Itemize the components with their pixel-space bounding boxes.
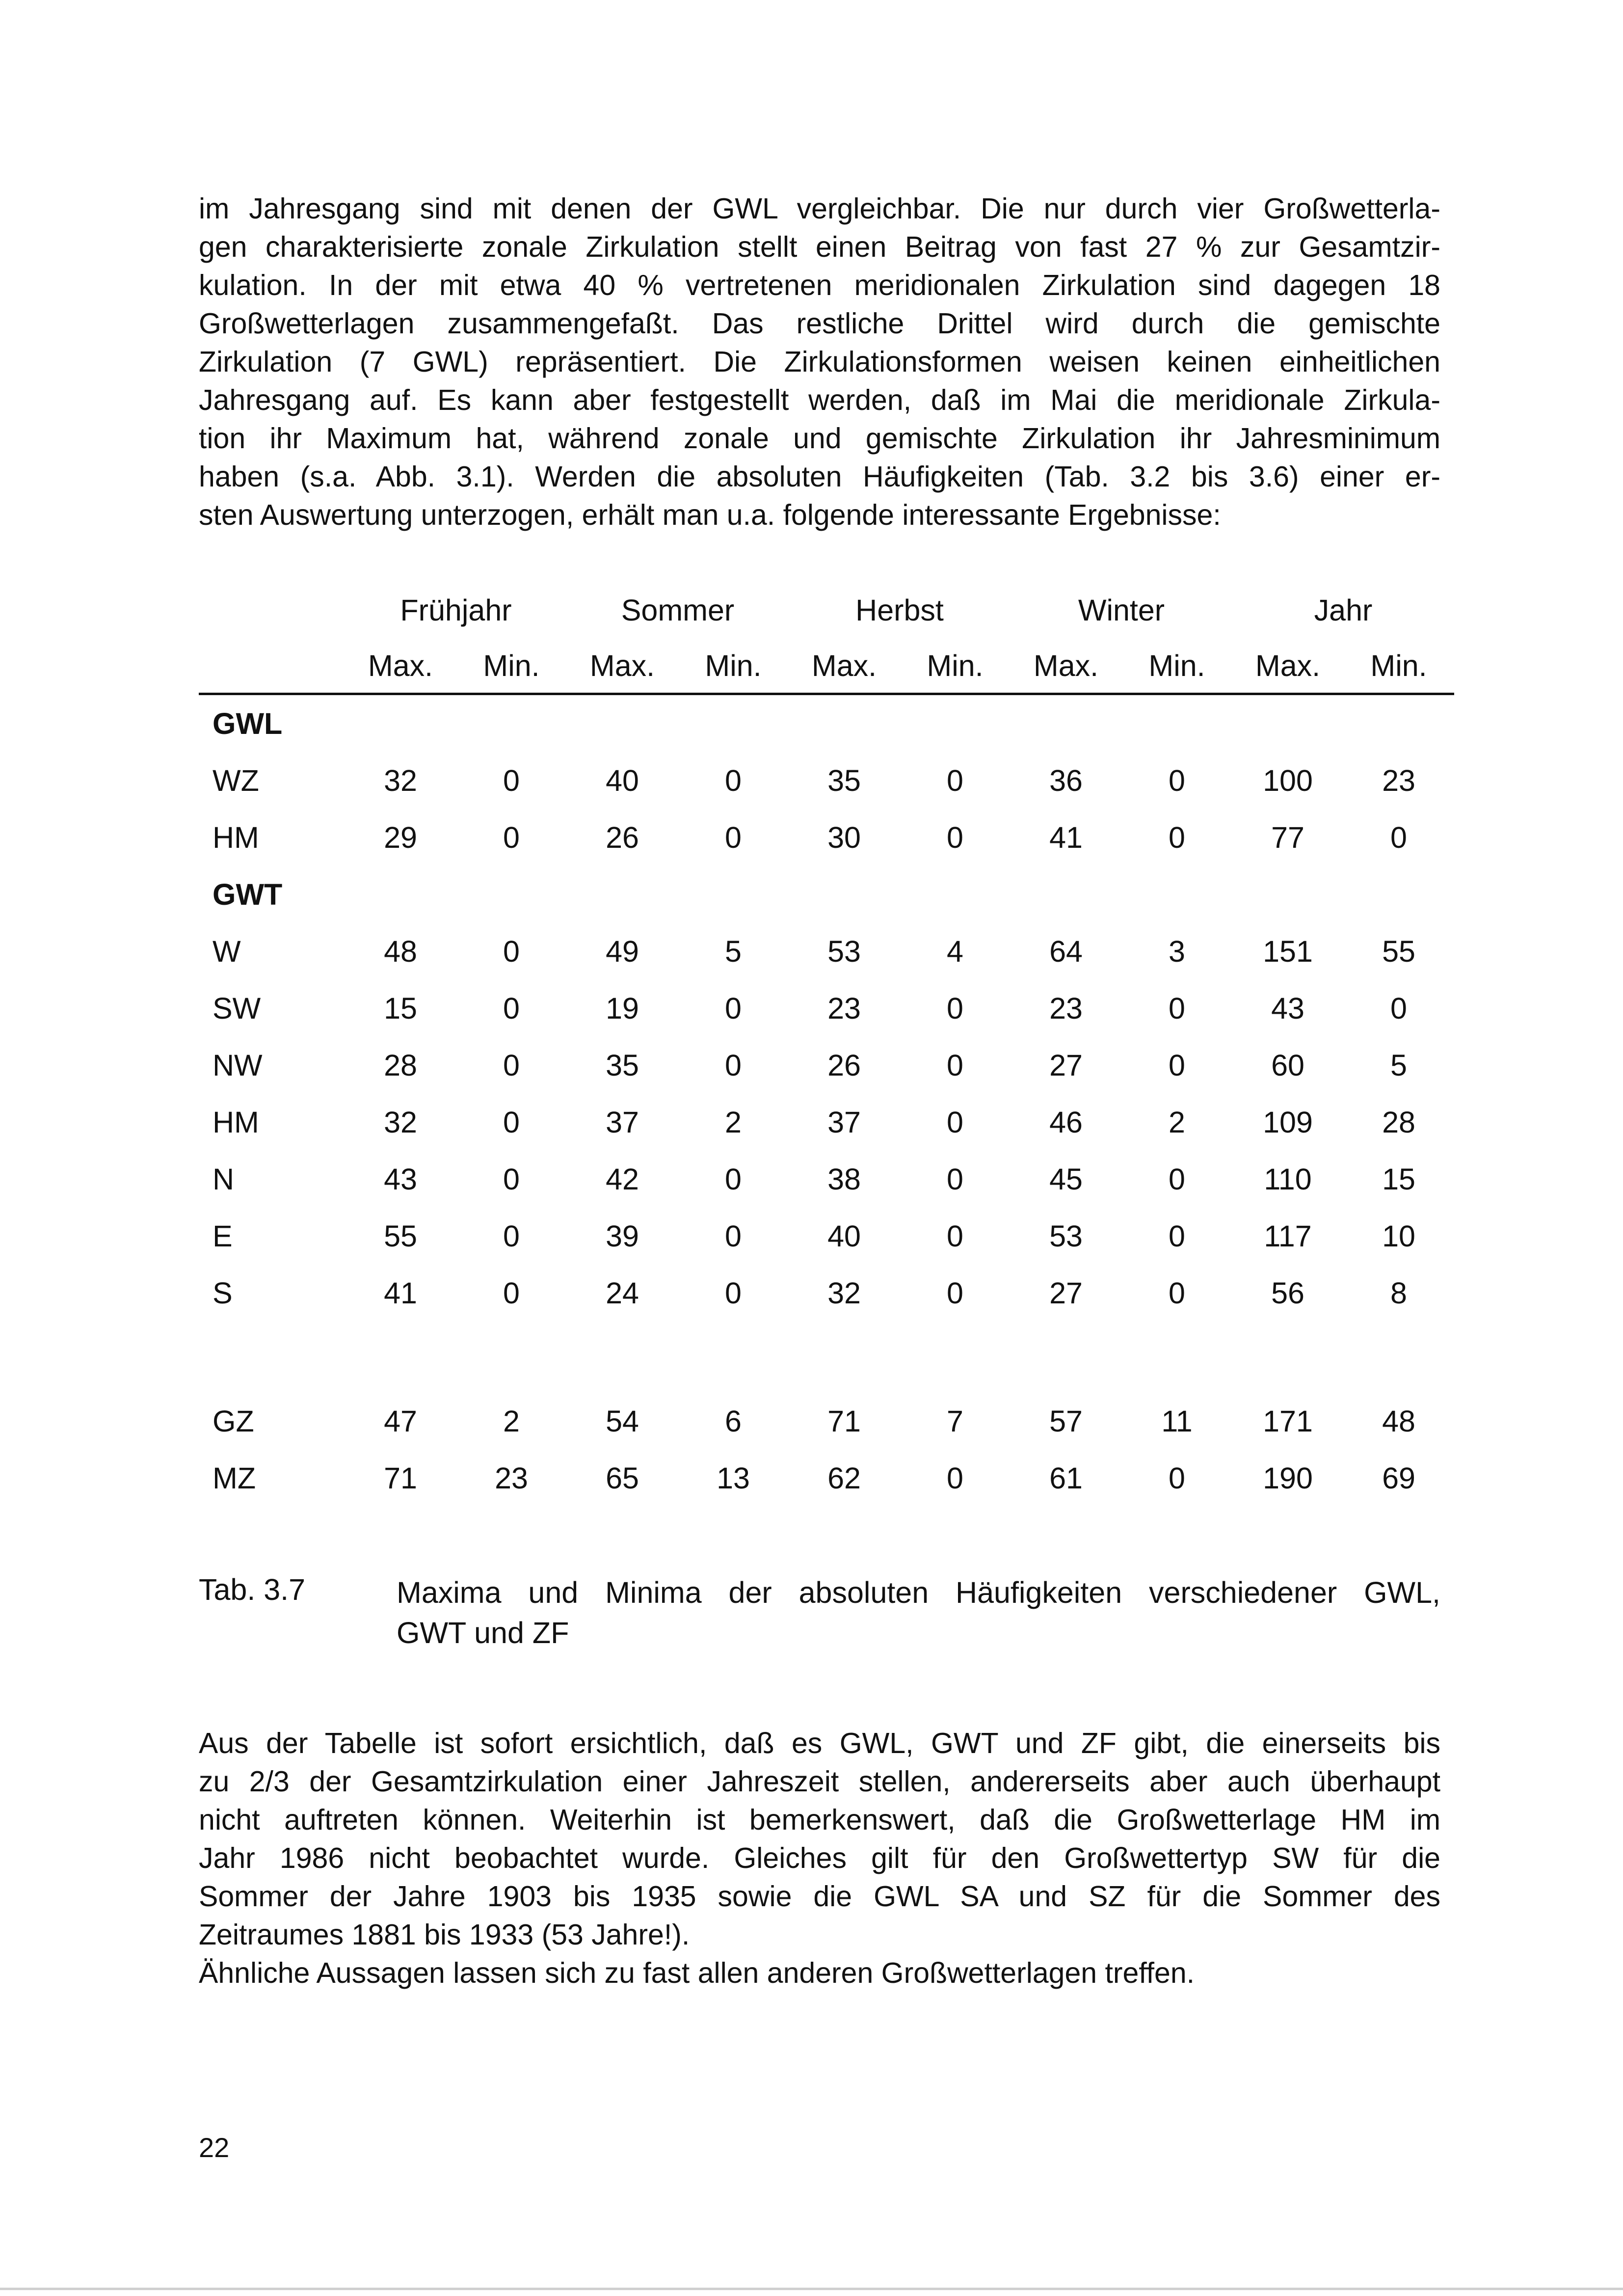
table-row bbox=[199, 980, 1454, 1037]
row-label: W bbox=[213, 935, 241, 968]
min-value-cell: 55 bbox=[1382, 935, 1415, 968]
table-row bbox=[199, 1265, 1454, 1322]
min-value-cell: 0 bbox=[725, 764, 742, 797]
scan-edge-divider bbox=[0, 2288, 1623, 2290]
max-value-cell: 60 bbox=[1271, 1049, 1304, 1082]
min-value-cell: 0 bbox=[947, 821, 963, 854]
min-value-cell: 0 bbox=[503, 935, 520, 968]
intro-paragraph bbox=[199, 189, 1440, 534]
min-value-cell: 5 bbox=[1390, 1049, 1407, 1082]
max-value-cell: 40 bbox=[606, 764, 639, 797]
max-value-cell: 35 bbox=[606, 1049, 639, 1082]
corner-cell bbox=[199, 582, 345, 639]
text-line: zu 2/3 der Gesamtzirkulation einer Jahreszeit stellen, andererseits aber auch überhaupt bbox=[199, 1765, 1440, 1798]
min-value-cell: 0 bbox=[947, 764, 963, 797]
max-value-cell: 57 bbox=[1049, 1405, 1083, 1438]
max-value-cell: 39 bbox=[606, 1219, 639, 1253]
min-value-cell: 0 bbox=[503, 1276, 520, 1310]
max-value-cell: 42 bbox=[606, 1162, 639, 1196]
text-line: Aus der Tabelle ist sofort ersichtlich, daß es GWL, GWT und ZF gibt, die einerseits bis bbox=[199, 1727, 1440, 1759]
min-value-cell: 0 bbox=[947, 1106, 963, 1139]
min-header: Min. bbox=[456, 639, 567, 694]
min-value-cell: 0 bbox=[947, 1219, 963, 1253]
section-title: GWT bbox=[213, 878, 283, 911]
season-header: Herbst bbox=[855, 594, 944, 627]
min-value-cell: 6 bbox=[725, 1405, 742, 1438]
max-value-cell: 41 bbox=[384, 1276, 417, 1310]
min-value-cell: 0 bbox=[1169, 1219, 1185, 1253]
min-value-cell: 0 bbox=[1169, 1162, 1185, 1196]
min-value-cell: 0 bbox=[1169, 1049, 1185, 1082]
table-row bbox=[199, 1094, 1454, 1151]
row-label: N bbox=[213, 1162, 235, 1196]
max-value-cell: 55 bbox=[384, 1219, 417, 1253]
min-value-cell: 23 bbox=[1382, 764, 1415, 797]
min-value-cell: 3 bbox=[1169, 935, 1185, 968]
min-value-cell: 8 bbox=[1390, 1276, 1407, 1310]
max-value-cell: 54 bbox=[606, 1405, 639, 1438]
min-value-cell: 0 bbox=[947, 1276, 963, 1310]
max-value-cell: 27 bbox=[1049, 1276, 1083, 1310]
max-value-cell: 109 bbox=[1263, 1106, 1313, 1139]
max-value-cell: 40 bbox=[827, 1219, 861, 1253]
max-value-cell: 190 bbox=[1263, 1461, 1313, 1495]
text-line: tion ihr Maximum hat, während zonale und gemischte Zirkulation ihr Jahresminimum bbox=[199, 422, 1440, 455]
caption-line: Maxima und Minima der absoluten Häufigkeiten verschiedener GWL, bbox=[397, 1576, 1440, 1609]
max-value-cell: 45 bbox=[1049, 1162, 1083, 1196]
min-value-cell: 0 bbox=[725, 1276, 742, 1310]
season-header: Jahr bbox=[1314, 594, 1373, 627]
min-value-cell: 0 bbox=[725, 1219, 742, 1253]
max-value-cell: 32 bbox=[827, 1276, 861, 1310]
max-value-cell: 43 bbox=[384, 1162, 417, 1196]
caption-text bbox=[397, 1572, 1440, 1653]
min-value-cell: 69 bbox=[1382, 1461, 1415, 1495]
min-value-cell: 0 bbox=[1169, 992, 1185, 1025]
text-line: Sommer der Jahre 1903 bis 1935 sowie die GWL SA und SZ für die Sommer des bbox=[199, 1880, 1440, 1913]
min-value-cell: 2 bbox=[725, 1106, 742, 1139]
text-line: Zeitraumes 1881 bis 1933 (53 Jahre!). bbox=[199, 1918, 690, 1951]
max-value-cell: 65 bbox=[606, 1461, 639, 1495]
row-label: S bbox=[213, 1276, 233, 1310]
page-number: 22 bbox=[199, 2132, 230, 2163]
max-value-cell: 53 bbox=[827, 935, 861, 968]
text-line: Jahresgang auf. Es kann aber festgestellt werden, daß im Mai die meridionale Zirkula- bbox=[199, 384, 1440, 416]
max-header: Max. bbox=[789, 639, 900, 694]
max-value-cell: 36 bbox=[1049, 764, 1083, 797]
max-value-cell: 71 bbox=[384, 1461, 417, 1495]
min-value-cell: 13 bbox=[717, 1461, 750, 1495]
season-header: Sommer bbox=[621, 594, 735, 627]
min-value-cell: 2 bbox=[503, 1405, 520, 1438]
table-row bbox=[199, 1037, 1454, 1094]
min-value-cell: 0 bbox=[725, 1162, 742, 1196]
table-body bbox=[199, 694, 1454, 1507]
min-value-cell: 0 bbox=[1169, 1461, 1185, 1495]
minmax-header-row bbox=[199, 639, 1454, 694]
max-value-cell: 71 bbox=[827, 1405, 861, 1438]
section-title: GWL bbox=[213, 707, 283, 740]
min-value-cell: 0 bbox=[503, 1049, 520, 1082]
corner-cell bbox=[199, 639, 345, 694]
row-label: NW bbox=[213, 1049, 263, 1082]
text-line: sten Auswertung unterzogen, erhält man u.a. folgende interessante Ergebnisse: bbox=[199, 499, 1221, 531]
min-value-cell: 2 bbox=[1169, 1106, 1185, 1139]
max-value-cell: 77 bbox=[1271, 821, 1304, 854]
min-value-cell: 0 bbox=[947, 1049, 963, 1082]
max-value-cell: 64 bbox=[1049, 935, 1083, 968]
text-line: im Jahresgang sind mit denen der GWL vergleichbar. Die nur durch vier Großwetterla- bbox=[199, 192, 1440, 225]
min-value-cell: 0 bbox=[503, 764, 520, 797]
frequency-table bbox=[199, 582, 1454, 1507]
max-value-cell: 15 bbox=[384, 992, 417, 1025]
max-value-cell: 24 bbox=[606, 1276, 639, 1310]
max-value-cell: 30 bbox=[827, 821, 861, 854]
max-value-cell: 49 bbox=[606, 935, 639, 968]
min-header: Min. bbox=[900, 639, 1011, 694]
section-header-row bbox=[199, 694, 1454, 753]
table-row bbox=[199, 923, 1454, 980]
table-row bbox=[199, 1393, 1454, 1450]
section-header-row bbox=[199, 866, 1454, 923]
spacer-row bbox=[199, 1322, 1454, 1393]
text-line: Jahr 1986 nicht beobachtet wurde. Gleiches gilt für den Großwettertyp SW für die bbox=[199, 1842, 1440, 1874]
min-value-cell: 0 bbox=[1169, 1276, 1185, 1310]
max-value-cell: 56 bbox=[1271, 1276, 1304, 1310]
min-header: Min. bbox=[1121, 639, 1232, 694]
min-value-cell: 0 bbox=[947, 992, 963, 1025]
min-value-cell: 0 bbox=[1169, 821, 1185, 854]
min-value-cell: 0 bbox=[503, 992, 520, 1025]
min-value-cell: 0 bbox=[1390, 992, 1407, 1025]
row-label: WZ bbox=[213, 764, 259, 797]
season-header: Frühjahr bbox=[400, 594, 512, 627]
min-value-cell: 0 bbox=[503, 821, 520, 854]
min-value-cell: 48 bbox=[1382, 1405, 1415, 1438]
max-value-cell: 27 bbox=[1049, 1049, 1083, 1082]
table-row bbox=[199, 809, 1454, 866]
text-line: Zirkulation (7 GWL) repräsentiert. Die Zirkulationsformen weisen keinen einheitlichen bbox=[199, 346, 1440, 378]
min-value-cell: 0 bbox=[725, 1049, 742, 1082]
season-header-row bbox=[199, 582, 1454, 639]
max-header: Max. bbox=[1232, 639, 1343, 694]
table-row bbox=[199, 1208, 1454, 1265]
discussion-paragraph bbox=[199, 1724, 1440, 1992]
text-line: Großwetterlagen zusammengefaßt. Das restliche Drittel wird durch die gemischte bbox=[199, 307, 1440, 340]
max-value-cell: 47 bbox=[384, 1405, 417, 1438]
max-value-cell: 32 bbox=[384, 1106, 417, 1139]
min-value-cell: 15 bbox=[1382, 1162, 1415, 1196]
text-line: Ähnliche Aussagen lassen sich zu fast allen anderen Großwetterlagen treffen. bbox=[199, 1957, 1195, 1989]
min-value-cell: 5 bbox=[725, 935, 742, 968]
min-value-cell: 0 bbox=[947, 1162, 963, 1196]
max-value-cell: 171 bbox=[1263, 1405, 1313, 1438]
max-header: Max. bbox=[1011, 639, 1121, 694]
max-value-cell: 26 bbox=[827, 1049, 861, 1082]
text-line: haben (s.a. Abb. 3.1). Werden die absoluten Häufigkeiten (Tab. 3.2 bis 3.6) einer er- bbox=[199, 460, 1440, 493]
row-label: E bbox=[213, 1219, 233, 1253]
min-value-cell: 0 bbox=[725, 821, 742, 854]
max-value-cell: 151 bbox=[1263, 935, 1313, 968]
max-value-cell: 37 bbox=[606, 1106, 639, 1139]
max-value-cell: 43 bbox=[1271, 992, 1304, 1025]
min-header: Min. bbox=[1343, 639, 1454, 694]
min-value-cell: 28 bbox=[1382, 1106, 1415, 1139]
row-label: SW bbox=[213, 992, 261, 1025]
max-value-cell: 48 bbox=[384, 935, 417, 968]
max-value-cell: 23 bbox=[827, 992, 861, 1025]
min-value-cell: 0 bbox=[503, 1106, 520, 1139]
table-row bbox=[199, 1450, 1454, 1507]
table-row bbox=[199, 752, 1454, 809]
text-line: kulation. In der mit etwa 40 % vertretenen meridionalen Zirkulation sind dagegen 18 bbox=[199, 269, 1440, 301]
min-value-cell: 7 bbox=[947, 1405, 963, 1438]
table-row bbox=[199, 1151, 1454, 1208]
max-header: Max. bbox=[567, 639, 678, 694]
min-value-cell: 10 bbox=[1382, 1219, 1415, 1253]
min-value-cell: 0 bbox=[503, 1219, 520, 1253]
caption-number: Tab. 3.7 bbox=[199, 1573, 306, 1606]
row-label: HM bbox=[213, 1106, 259, 1139]
row-label: MZ bbox=[213, 1461, 256, 1495]
max-value-cell: 19 bbox=[606, 992, 639, 1025]
min-value-cell: 0 bbox=[947, 1461, 963, 1495]
min-value-cell: 0 bbox=[1169, 764, 1185, 797]
max-value-cell: 53 bbox=[1049, 1219, 1083, 1253]
max-value-cell: 26 bbox=[606, 821, 639, 854]
max-header: Max. bbox=[345, 639, 456, 694]
max-value-cell: 23 bbox=[1049, 992, 1083, 1025]
max-value-cell: 37 bbox=[827, 1106, 861, 1139]
max-value-cell: 32 bbox=[384, 764, 417, 797]
caption-line: GWT und ZF bbox=[397, 1616, 569, 1649]
min-value-cell: 0 bbox=[1390, 821, 1407, 854]
min-value-cell: 11 bbox=[1161, 1405, 1193, 1438]
season-header: Winter bbox=[1078, 594, 1165, 627]
max-value-cell: 35 bbox=[827, 764, 861, 797]
spacer-cell bbox=[199, 1322, 1454, 1393]
max-value-cell: 100 bbox=[1263, 764, 1313, 797]
min-value-cell: 23 bbox=[495, 1461, 528, 1495]
min-header: Min. bbox=[678, 639, 789, 694]
text-line: gen charakterisierte zonale Zirkulation stellt einen Beitrag von fast 27 % zur Gesamtzir- bbox=[199, 231, 1440, 263]
row-label: HM bbox=[213, 821, 259, 854]
max-value-cell: 28 bbox=[384, 1049, 417, 1082]
min-value-cell: 0 bbox=[725, 992, 742, 1025]
max-value-cell: 110 bbox=[1264, 1162, 1312, 1196]
max-value-cell: 38 bbox=[827, 1162, 861, 1196]
max-value-cell: 61 bbox=[1049, 1461, 1083, 1495]
min-value-cell: 4 bbox=[947, 935, 963, 968]
max-value-cell: 117 bbox=[1264, 1219, 1312, 1253]
min-value-cell: 0 bbox=[503, 1162, 520, 1196]
text-line: nicht auftreten können. Weiterhin ist bemerkenswert, daß die Großwetterlage HM im bbox=[199, 1804, 1440, 1836]
max-value-cell: 46 bbox=[1049, 1106, 1083, 1139]
max-value-cell: 62 bbox=[827, 1461, 861, 1495]
max-value-cell: 29 bbox=[384, 821, 417, 854]
row-label: GZ bbox=[213, 1405, 254, 1438]
max-value-cell: 41 bbox=[1049, 821, 1083, 854]
